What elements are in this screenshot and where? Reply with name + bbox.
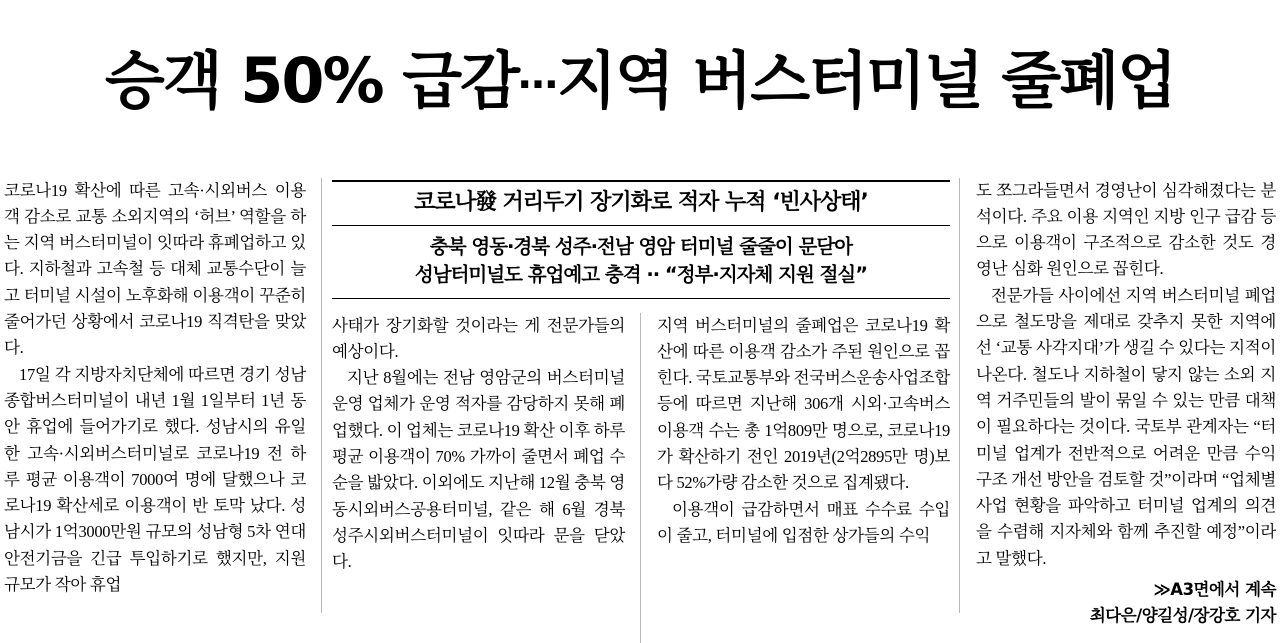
subhead-line-2: 성남터미널도 휴업예고 충격 ·· “정부·지자체 지원 절실”: [414, 262, 868, 286]
column-middle-group: [322, 178, 960, 613]
subhead-block: [332, 180, 950, 299]
middle-columns: [332, 313, 950, 643]
continued-on-page-note: ≫A3면에서 계속: [1153, 579, 1276, 599]
column-4-paragraph-2: 전문가들 사이에선 지역 버스터미널 폐업으로 철도망을 제대로 갖추지 못한 지역에선 ‘교통 사각지대’가 생길 수 있다는 지적이 나온다. 철도나 지하철이 닿지 않는 소외 지역 거주민들의 발이 묶일 수 있는 만큼 대책이 필요하다는 것이다. 국토부 관계자는 “터미널 업계가 전반적으로 어려운 만큼 수익 구조 개선 방안을 검토할 것”이라며 “업체별 사업 현황을 파악하고 터미널 업계의 의견을 수렴해 지자체와 함께 추진할 예정”이라고 말했다.: [976, 285, 1276, 568]
column-2-paragraph-1: 사태가 장기화할 것이라는 게 전문가들의 예상이다.: [332, 315, 625, 361]
subhead-line-1: 충북 영동·경북 성주·전남 영암 터미널 줄줄이 문닫아: [429, 235, 853, 259]
headline-part-2: 지역 버스터미널 줄폐업: [557, 43, 1176, 117]
column-4-paragraph-1: 도 쪼그라들면서 경영난이 심각해졌다는 분석이다. 주요 이용 지역인 지방 인구 급감 등으로 이용객이 구조적으로 감소한 것도 경영난 심화 원인으로 꼽힌다.: [976, 180, 1276, 279]
column-2: [332, 313, 641, 643]
subhead-divider: [332, 225, 950, 226]
column-4: [960, 178, 1280, 625]
headline-ellipsis: …: [518, 51, 558, 98]
headline-part-1: 승객 50% 급감: [104, 43, 519, 117]
column-3-paragraph-2: 이용객이 급감하면서 매표 수수료 수입이 줄고, 터미널에 입점한 상가들의 수익: [657, 499, 950, 545]
page-title: [0, 42, 1280, 115]
subhead-main: 코로나發 거리두기 장기화로 적자 누적 ‘빈사상태’: [414, 189, 868, 215]
column-2-paragraph-2: 지난 8월에는 전남 영암군의 버스터미널 운영 업체가 운영 적자를 감당하지 못해 폐업했다. 이 업체는 코로나19 확산 이후 하루 평균 이용객이 70% 가까이 줄면서 폐업 수순을 밟았다. 이외에도 지난해 12월 충북 영동시외버스공용터미널, 같은 해 6월 경북 성주시외버스터미널이 잇따라 문을 닫았다.: [332, 368, 625, 572]
article-columns: [0, 178, 1280, 625]
column-1-paragraph-2: 17일 각 지방자치단체에 따르면 경기 성남종합버스터미널이 내년 1월 1일부터 1년 동안 휴업에 들어가기로 했다. 성남시의 유일한 고속·시외버스터미널로 코로나19 전 하루 평균 이용객이 7000여 명에 달했으나 코로나19 확산세로 이용객이 반 토막 났다. 성남시가 1억3000만원 규모의 성남형 5차 연대안전기금을 긴급 투입하기로 했지만, 지원 규모가 작아 휴업: [4, 364, 306, 594]
byline: 최다은/양길성/장강호 기자: [1089, 605, 1276, 625]
column-3: [641, 313, 950, 643]
column-1: [0, 178, 322, 613]
newspaper-article-page: [0, 42, 1280, 625]
column-3-paragraph-1: 지역 버스터미널의 줄폐업은 코로나19 확산에 따른 이용객 감소가 주된 원인으로 꼽힌다. 국토교통부와 전국버스운송사업조합 등에 따르면 지난해 306개 시외·고속버스 이용객 수는 총 1억809만 명으로, 코로나19가 확산하기 전인 2019년(2억2895만 명)보다 52%가량 감소한 것으로 집계됐다.: [657, 315, 950, 493]
column-1-paragraph-1: 코로나19 확산에 따른 고속·시외버스 이용객 감소로 교통 소외지역의 ‘허브’ 역할을 하는 지역 버스터미널이 잇따라 휴폐업하고 있다. 지하철과 고속철 등 대체 교통수단이 늘고 터미널 시설이 노후화해 이용객이 꾸준히 줄어가던 상황에서 코로나19 직격탄을 맞았다.: [4, 180, 306, 358]
